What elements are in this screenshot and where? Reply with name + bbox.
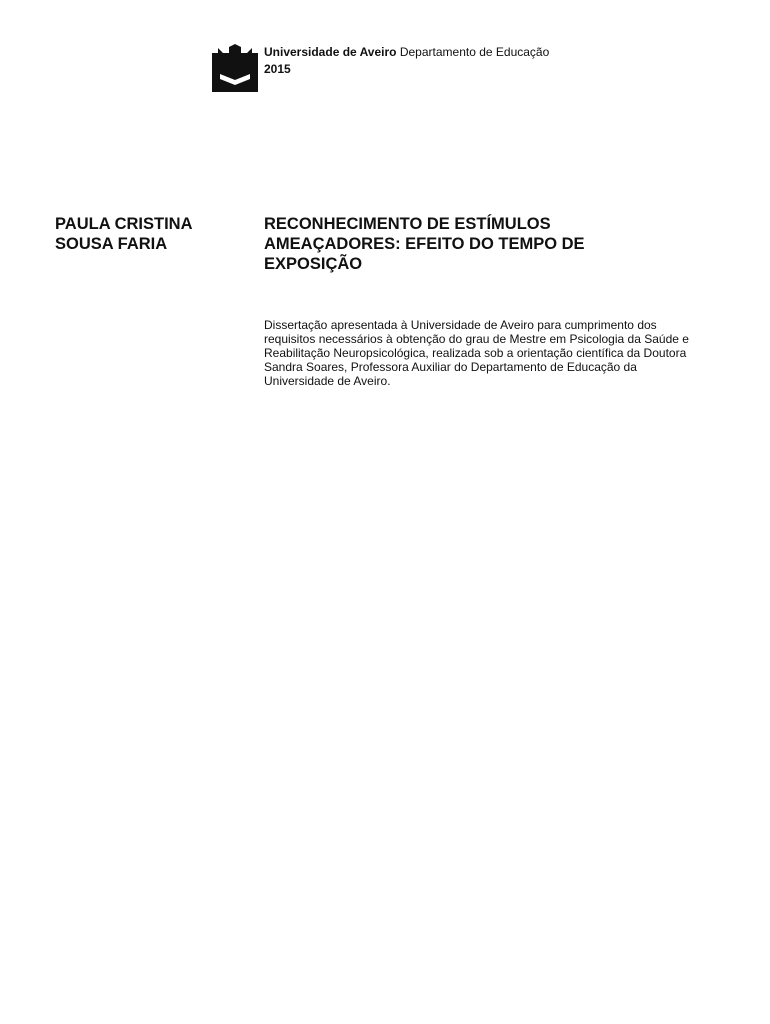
author-line: PAULA CRISTINA — [55, 215, 193, 233]
dissertation-statement — [264, 318, 744, 388]
author-line: SOUSA FARIA — [55, 235, 168, 253]
department-name: Departamento de Educação — [399, 45, 550, 59]
title-line: EXPOSIÇÃO — [264, 255, 363, 273]
year: 2015 — [264, 62, 291, 76]
statement-line: Dissertação apresentada à Universidade de Aveiro para cumprimento dos — [264, 318, 657, 332]
statement-line: Universidade de Aveiro. — [264, 374, 391, 388]
title-line: AMEAÇADORES: EFEITO DO TEMPO DE — [264, 235, 585, 253]
institution-line — [264, 45, 549, 59]
author-name — [55, 214, 245, 254]
statement-line: Reabilitação Neuropsicológica, realizada sob a orientação científica da Doutora — [264, 346, 687, 360]
university-name: Universidade de Aveiro — [264, 45, 397, 59]
statement-line: Sandra Soares, Professora Auxiliar do Departamento de Educação da — [264, 360, 637, 374]
thesis-title — [264, 214, 744, 274]
university-logo-icon — [212, 44, 258, 92]
title-line: RECONHECIMENTO DE ESTÍMULOS — [264, 215, 551, 233]
statement-line: requisitos necessários à obtenção do grau de Mestre em Psicologia da Saúde e — [264, 332, 689, 346]
